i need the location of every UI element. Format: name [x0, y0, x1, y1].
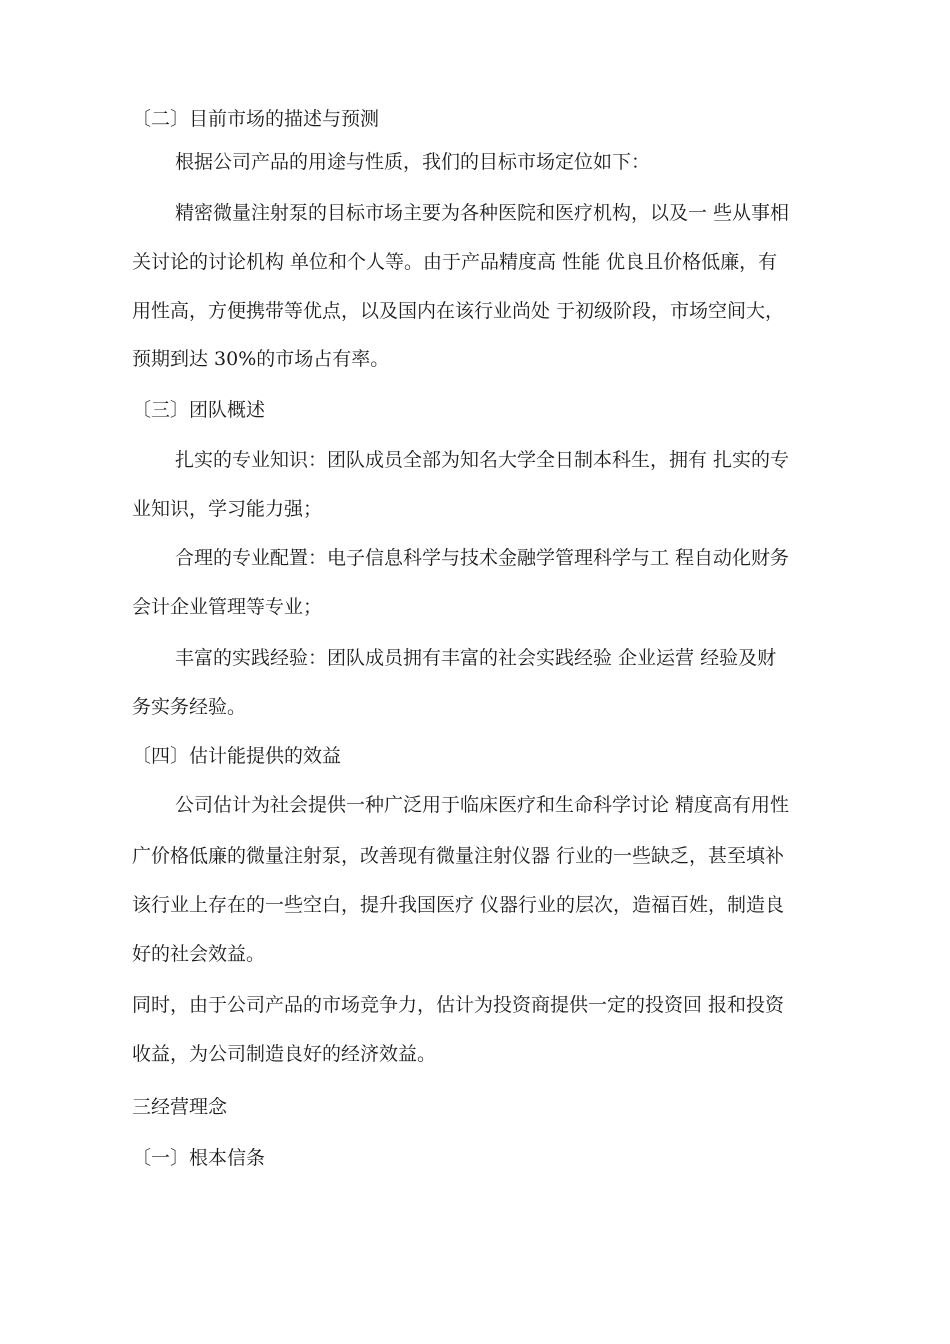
market-paragraph-line: 预期到达 30%的市场占有率。: [132, 348, 390, 370]
team-paragraph-line: 丰富的实践经验：团队成员拥有丰富的社会实践经验 企业运营 经验及财: [175, 647, 777, 669]
section-heading-market: 〔二〕目前市场的描述与预测: [132, 108, 380, 130]
market-paragraph-line: 关讨论的讨论机构 单位和个人等。由于产品精度高 性能 优良且价格低廉，有: [132, 251, 778, 273]
team-paragraph-line: 扎实的专业知识：团队成员全部为知名大学全日制本科生，拥有 扎实的专: [175, 449, 790, 471]
market-paragraph-line: 根据公司产品的用途与性质，我们的目标市场定位如下：: [175, 151, 651, 173]
benefit-paragraph-line: 好的社会效益。: [132, 943, 266, 965]
team-paragraph-line: 务实务经验。: [132, 696, 247, 718]
market-paragraph-line: 用性高，方便携带等优点，以及国内在该行业尚处 于初级阶段，市场空间大，: [132, 300, 785, 322]
benefit-paragraph-line: 同时，由于公司产品的市场竞争力，估计为投资商提供一定的投资回 报和投资: [132, 994, 785, 1016]
market-paragraph-line: 精密微量注射泵的目标市场主要为各种医院和医疗机构，以及一 些从事相: [175, 202, 790, 224]
chapter-heading-philosophy: 三经营理念: [132, 1096, 228, 1118]
team-paragraph-line: 合理的专业配置：电子信息科学与技术金融学管理科学与工 程自动化财务: [175, 547, 790, 569]
benefit-paragraph-line: 公司估计为社会提供一种广泛用于临床医疗和生命科学讨论 精度高有用性: [175, 794, 790, 816]
benefit-paragraph-line: 收益，为公司制造良好的经济效益。: [132, 1043, 437, 1065]
section-heading-team: 〔三〕团队概述: [132, 399, 266, 421]
team-paragraph-line: 会计企业管理等专业；: [132, 596, 323, 618]
benefit-paragraph-line: 广价格低廉的微量注射泵，改善现有微量注射仪器 行业的一些缺乏，甚至填补: [132, 845, 785, 867]
section-heading-benefit: 〔四〕估计能提供的效益: [132, 745, 342, 767]
team-paragraph-line: 业知识，学习能力强；: [132, 498, 323, 520]
benefit-paragraph-line: 该行业上存在的一些空白，提升我国医疗 仪器行业的层次，造福百姓，制造良: [132, 894, 785, 916]
section-heading-belief: 〔一〕根本信条: [132, 1147, 266, 1169]
